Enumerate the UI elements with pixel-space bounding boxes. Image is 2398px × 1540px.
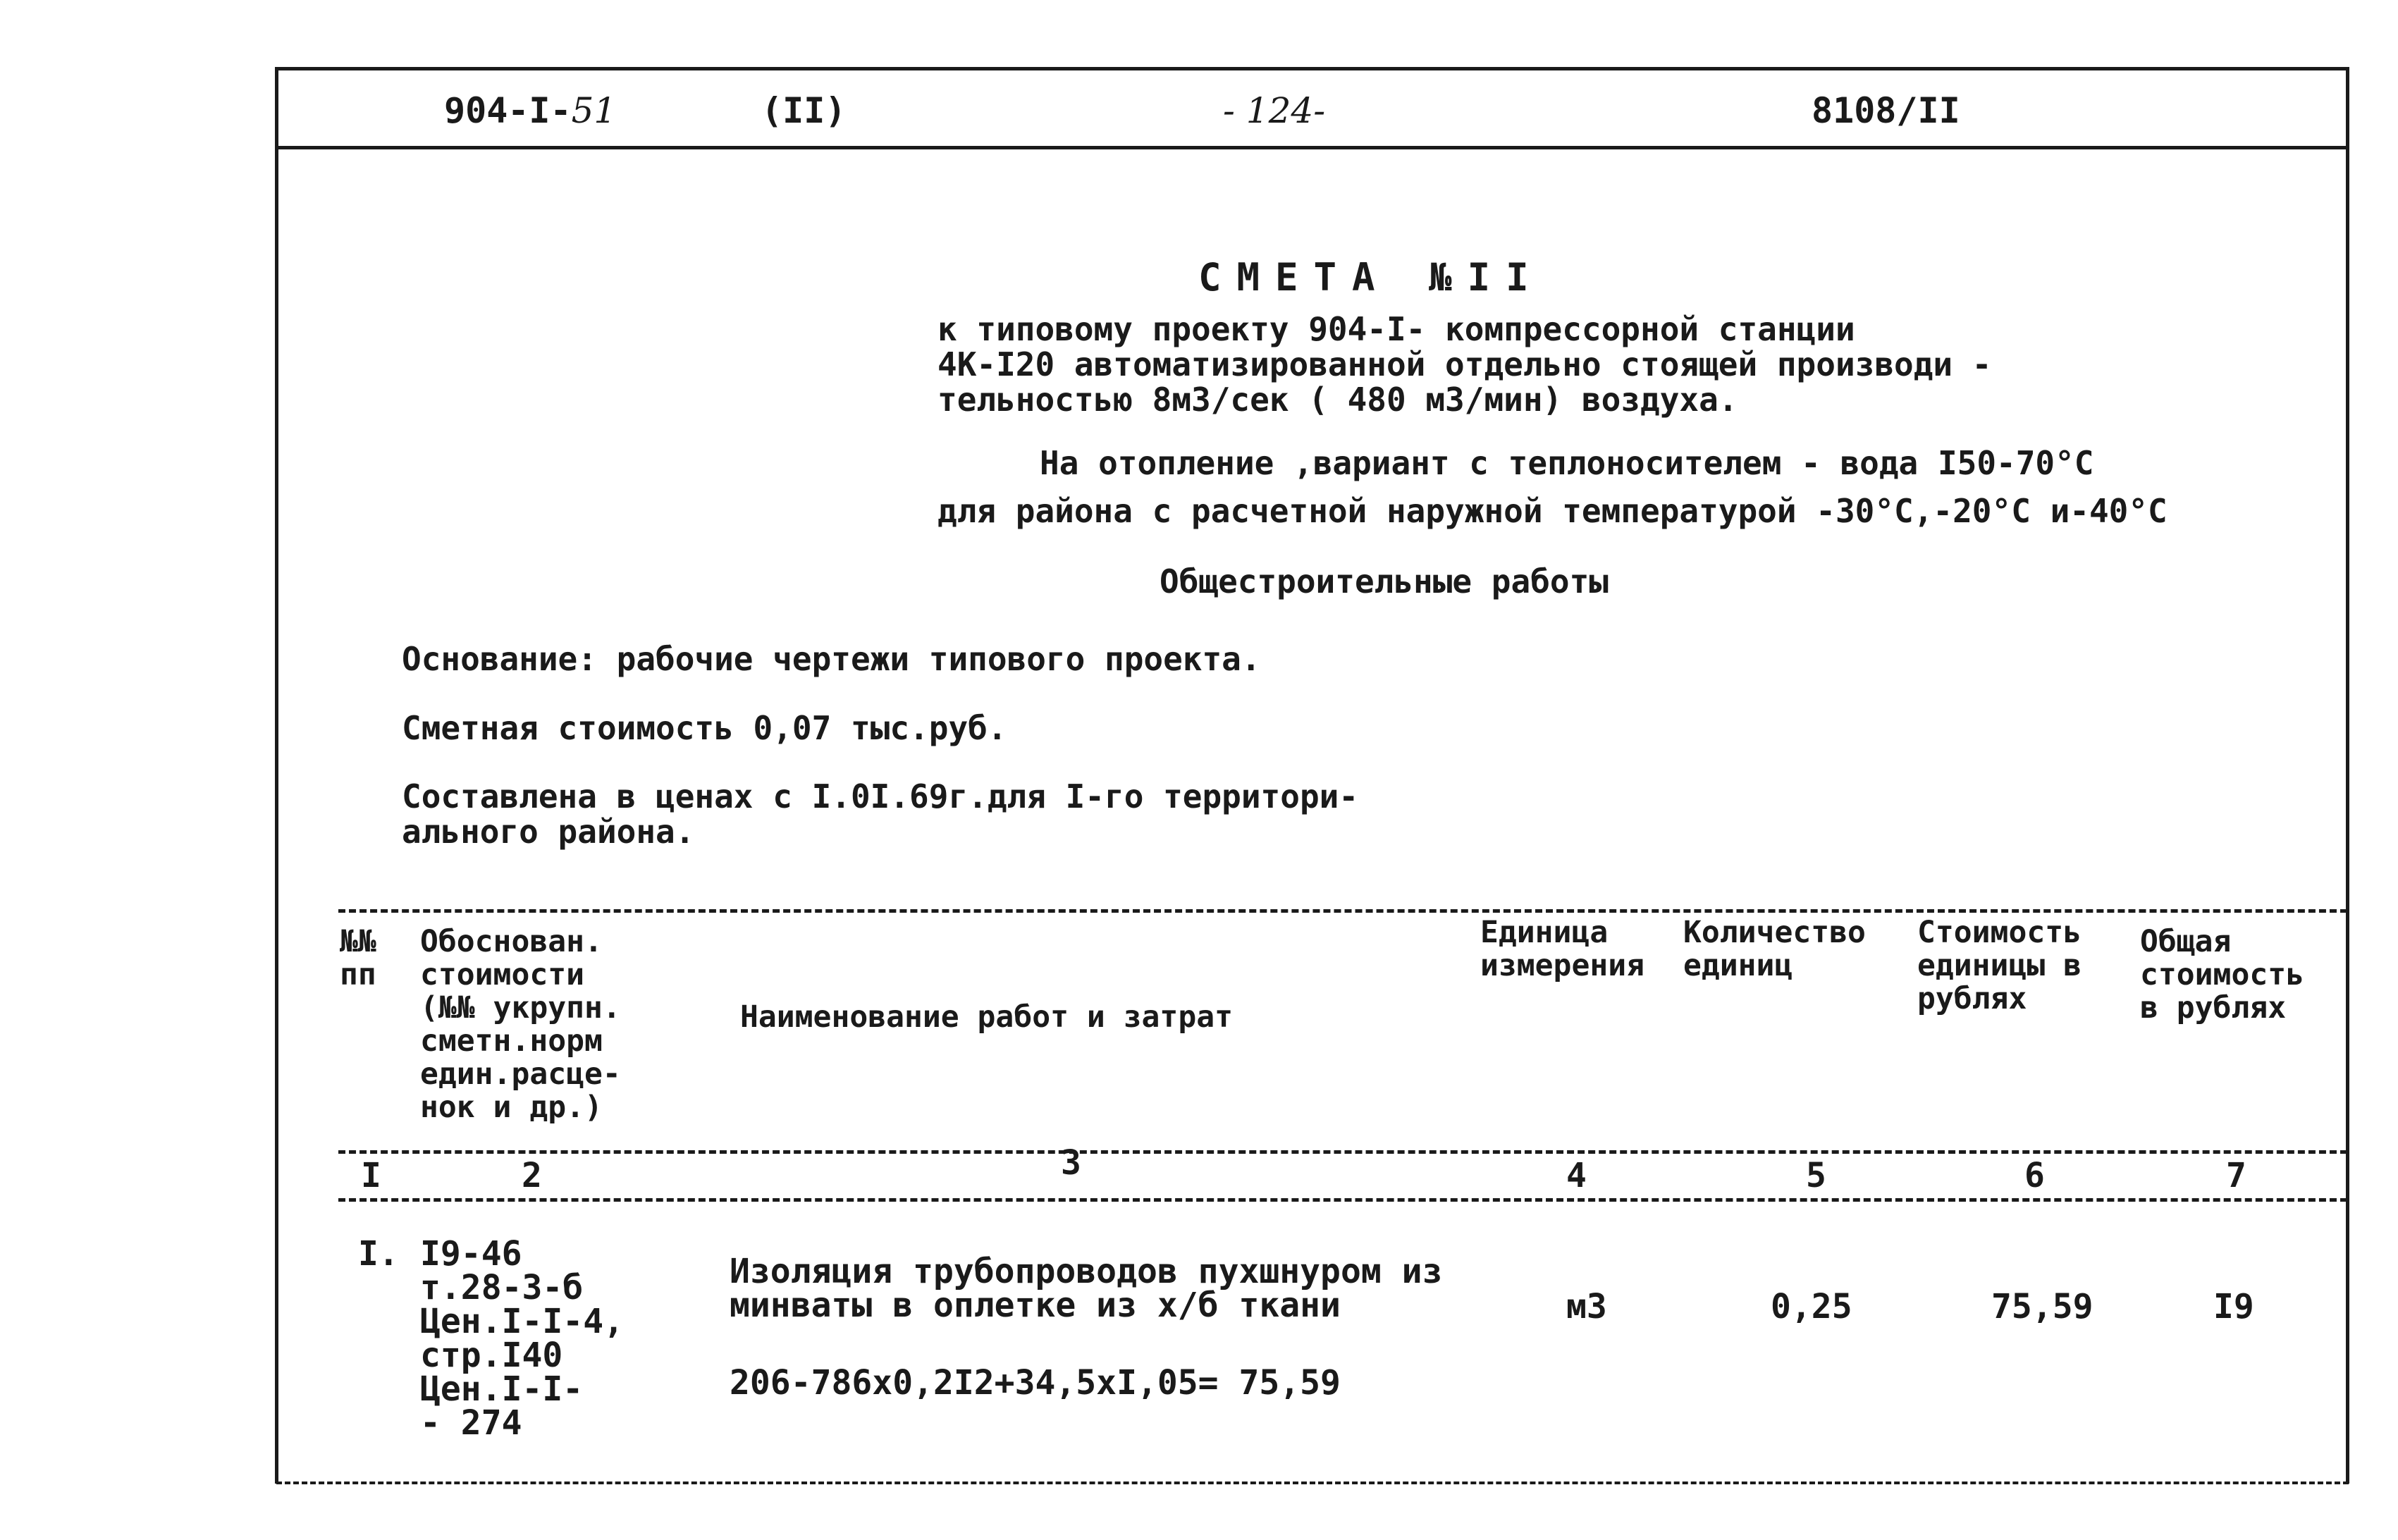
section-title: Общестроительные работы xyxy=(1160,562,1609,600)
heating-line-2: для района с расчетной наружной температурой -30°С,-20°С и-40°С xyxy=(937,492,2168,530)
col-number-7: 7 xyxy=(2226,1156,2246,1195)
cost-line: Сметная стоимость 0,07 тыс.руб. xyxy=(402,709,1007,747)
row-total: I9 xyxy=(2213,1287,2254,1326)
frame-right-border xyxy=(2346,67,2349,1484)
row-basis: I9-46 т.28-3-б Цен.I-I-4, стр.I40 Цен.I-I- - 274 xyxy=(420,1234,624,1443)
col-header-number: №№ пп xyxy=(340,924,376,992)
header-code-suffix: 51 xyxy=(571,90,617,131)
row-unit: м3 xyxy=(1566,1287,1607,1326)
header-code-prefix: 904-I- xyxy=(444,90,572,131)
header-part: (II) xyxy=(761,90,847,131)
frame-top-border xyxy=(276,67,2349,70)
frame-bottom-border xyxy=(276,1482,2349,1484)
table-colnum-rule xyxy=(338,1198,2347,1202)
col-number-2: 2 xyxy=(522,1156,542,1195)
col-header-unit: Единица измерения xyxy=(1480,915,1644,983)
col-number-6: 6 xyxy=(2024,1156,2045,1195)
col-header-quantity: Количество единиц xyxy=(1683,915,1866,983)
row-quantity: 0,25 xyxy=(1771,1287,1852,1326)
table-header-rule xyxy=(338,1150,2347,1154)
heating-line-1: На отопление ,вариант с теплоносителем - вода I50-70°С xyxy=(1040,444,2094,482)
frame-left-border xyxy=(275,67,278,1484)
col-number-3: 3 xyxy=(1061,1143,1081,1183)
prices-line-1: Составлена в ценах с I.0I.69г.для I-го территори- xyxy=(402,777,1359,815)
col-number-4: 4 xyxy=(1566,1156,1587,1195)
row-unit-cost: 75,59 xyxy=(1991,1287,2093,1326)
subtitle-line-3: тельностью 8м3/сек ( 480 м3/мин) воздуха. xyxy=(937,381,1738,419)
col-header-total: Общая стоимость в рублях xyxy=(2140,924,2304,1025)
document-title: СМЕТА №II xyxy=(1198,255,1544,300)
row-number: I. xyxy=(358,1234,399,1274)
col-header-unit-cost: Стоимость единицы в рублях xyxy=(1917,915,2082,1016)
basis-line: Основание: рабочие чертежи типового проекта. xyxy=(402,640,1261,678)
col-number-5: 5 xyxy=(1806,1156,1826,1195)
col-header-name: Наименование работ и затрат xyxy=(740,999,1233,1035)
header-code xyxy=(444,90,616,131)
prices-line-2: ального района. xyxy=(402,813,695,851)
col-number-1: I xyxy=(361,1156,381,1195)
subtitle-line-2: 4К-I20 автоматизированной отдельно стоящей производи - xyxy=(937,345,1992,383)
col-header-basis: Обоснован. стоимости (№№ укрупн. сметн.норм един.расце- нок и др.) xyxy=(420,924,621,1125)
header-doc-number: 8108/II xyxy=(1812,90,1960,131)
row-name: Изоляция трубопроводов пухшнуром из минваты в оплетке из х/б ткани xyxy=(730,1252,1443,1325)
subtitle-line-1: к типовому проекту 904-I- компрессорной станции xyxy=(937,310,1855,348)
table-top-rule xyxy=(338,909,2347,913)
header-page-number: - 124- xyxy=(1223,90,1326,131)
row-calculation: 206-786х0,2I2+34,5хI,05= 75,59 xyxy=(730,1363,1341,1403)
header-divider xyxy=(276,146,2349,149)
